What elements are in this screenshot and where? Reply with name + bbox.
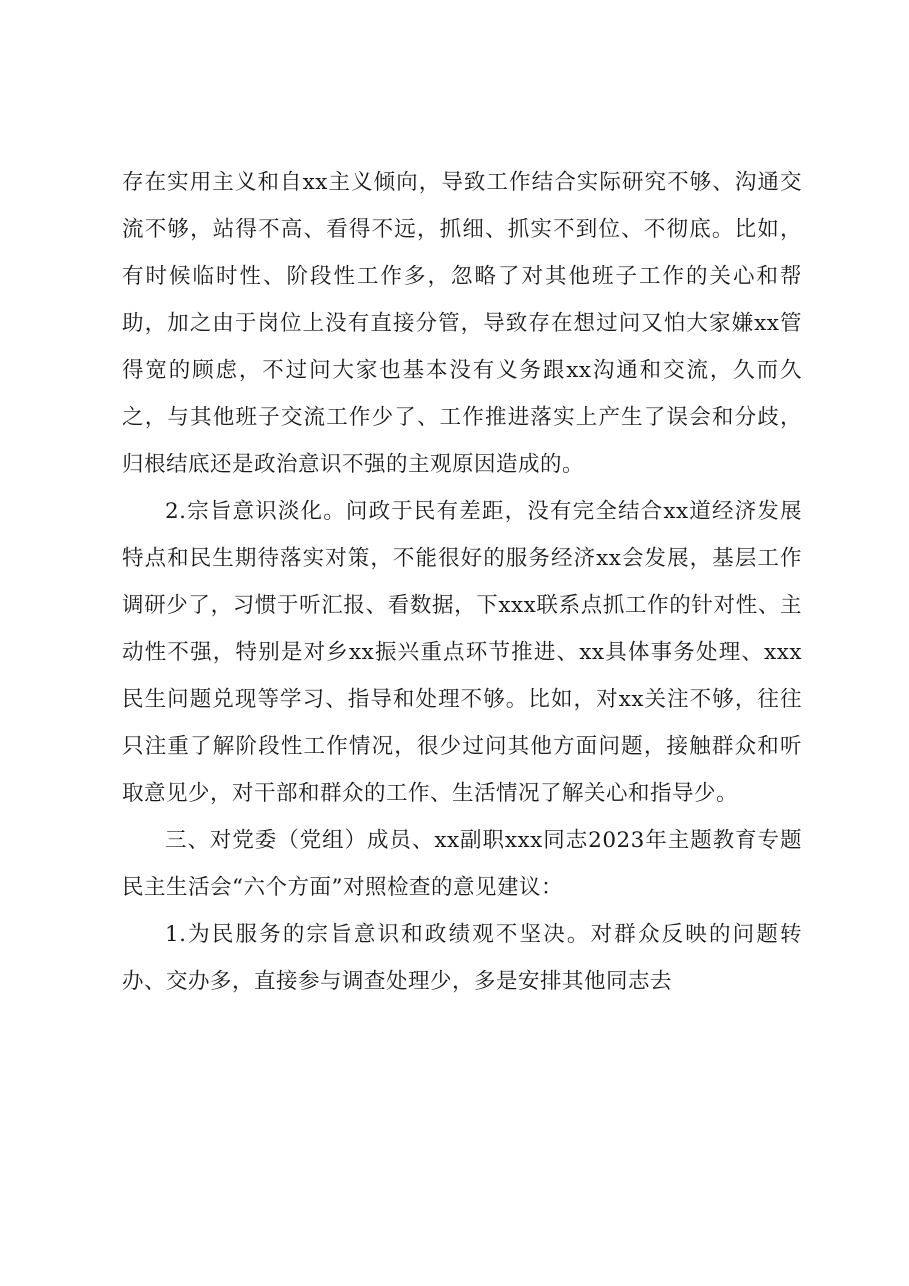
paragraph-continuation: 存在实用主义和自xx主义倾向，导致工作结合实际研究不够、沟通交流不够，站得不高、看得不远，抓细、抓实不到位、不彻底。比如，有时候临时性、阶段性工作多，忽略了对其他班子工作的关心和帮助，加之由于岗位上没有直接分管，导致存在想过问又怕大家嫌xx管得宽的顾虑，不过问大家也基本没有义务跟xx沟通和交流，久而久之，与其他班子交流工作少了、工作推进落实上产生了误会和分歧，归根结底还是政治意识不强的主观原因造成的。: [122, 170, 802, 477]
document-body: [122, 159, 802, 1005]
paragraph-item-2: 2.宗旨意识淡化。问政于民有差距，没有完全结合xx道经济发展特点和民生期待落实对策，不能很好的服务经济xx会发展，基层工作调研少了，习惯于听汇报、看数据，下xxx联系点抓工作的针对性、主动性不强，特别是对乡xx振兴重点环节推进、xx具体事务处理、xxx民生问题兑现等学习、指导和处理不够。比如，对xx关注不够，往往只注重了解阶段性工作情况，很少过问其他方面问题，接触群众和听取意见少，对干部和群众的工作、生活情况了解关心和指导少。: [122, 499, 802, 806]
paragraph-item-1: 1.为民服务的宗旨意识和政绩观不坚决。对群众反映的问题转办、交办多，直接参与调查处理少，多是安排其他同志去: [122, 922, 802, 994]
section-heading-3: 三、对党委（党组）成员、xx副职xxx同志2023年主题教育专题民主生活会“六个方面”对照检查的意见建议：: [122, 828, 802, 900]
